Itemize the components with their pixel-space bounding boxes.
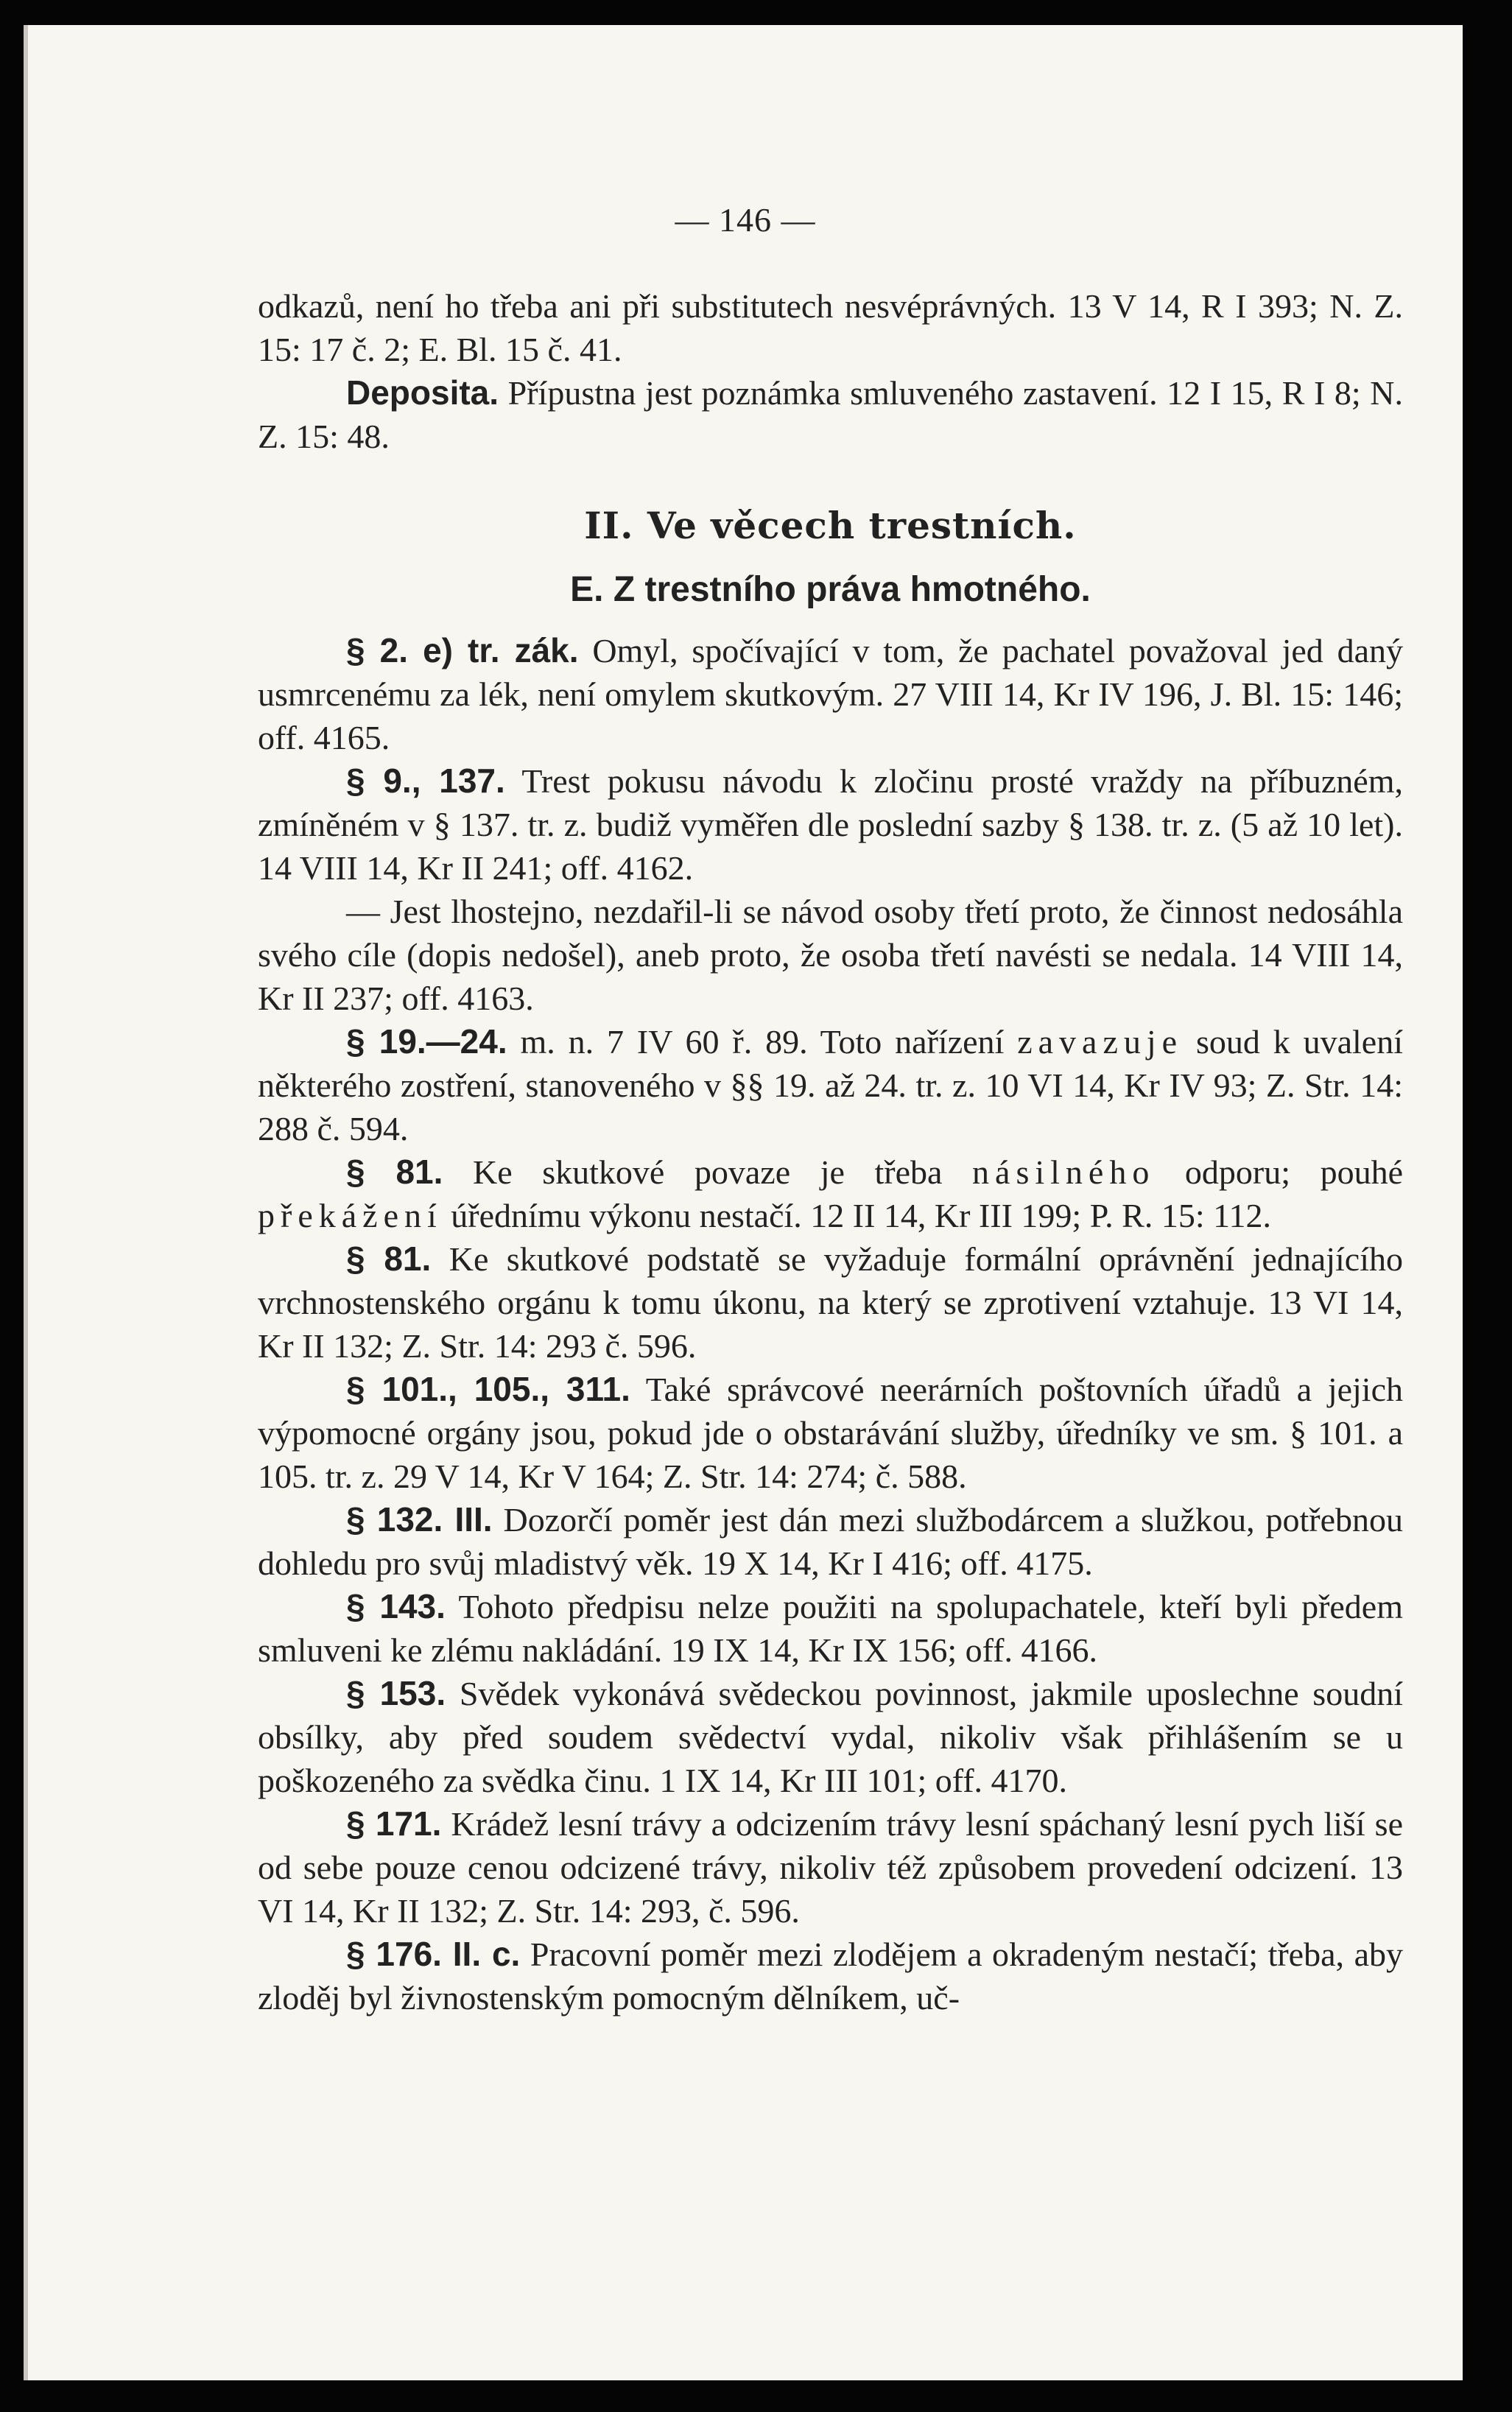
entry-paragraph	[258, 1020, 1403, 1150]
entry-text: Také správcové neerárních poštovních úřadů a jejich výpomocné orgány jsou, pokud jde o obstarávání služby, úředníky ve sm. § 101. a 105. tr. z. 29 V 14, Kr V 164; Z. Str. 14: 274; č. 588.	[258, 1371, 1403, 1495]
entry-lead: § 81.	[346, 1153, 443, 1191]
entry-paragraph	[258, 1150, 1403, 1237]
entry-text: Ke skutkové povaze je třeba	[443, 1153, 943, 1191]
entry-lead: § 9., 137.	[346, 762, 505, 800]
entry-text: Svědek vykonává svědeckou povinnost, jakmile uposlechne soudní obsílky, aby před soudem svědectví vydal, nikoliv však přihlášením se u poškozeného za svědka činu. 1 IX 14, Kr III 101; off. 4170.	[258, 1675, 1403, 1799]
page-number: — 146 —	[675, 201, 816, 239]
entry-lead: § 132. III.	[346, 1500, 493, 1539]
entry-paragraph	[258, 759, 1403, 890]
entry-text: Pracovní poměr mezi zlodějem a okradeným nestačí; třeba, aby zloděj byl živnostenským pomocným dělníkem, uč-	[258, 1935, 1403, 2017]
paragraph-lead: Deposita.	[346, 373, 499, 412]
entry-lead: § 176. II. c.	[346, 1935, 521, 1973]
entry-lead: § 19.—24.	[346, 1022, 507, 1061]
subsection-title: E. Z trestního práva hmotného.	[570, 570, 1091, 609]
entry-paragraph	[258, 1498, 1403, 1585]
entry-text: m. n. 7 IV 60 ř. 89. Toto nařízení	[507, 1023, 1005, 1061]
entry-paragraph	[258, 1368, 1403, 1498]
entry-paragraph	[258, 1585, 1403, 1672]
entry-text: Krádež lesní trávy a odcizením trávy lesní spáchaný lesní pych liší se od sebe pouze cenou odcizené trávy, nikoliv též způsobem provedení odcizení. 13 VI 14, Kr II 132; Z. Str. 14: 293, č. 596.	[258, 1805, 1403, 1930]
entry-lead: § 171.	[346, 1804, 442, 1843]
spaced-emphasis: násilného	[972, 1153, 1156, 1191]
section-title: II. Ve věcech trestních.	[584, 504, 1077, 547]
paragraph-deposita	[258, 371, 1403, 458]
entry-paragraph	[258, 1237, 1403, 1368]
entry-text: Trest pokusu návodu k zločinu prosté vraždy na příbuzném, zmíněném v § 137. tr. z. budiž vyměřen dle poslední sazby § 138. tr. z. (5 až 10 let). 14 VIII 14, Kr II 241; off. 4162.	[258, 762, 1403, 887]
spaced-emphasis: překážení	[258, 1197, 443, 1234]
entry-lead: § 2. e) tr. zák.	[346, 631, 579, 669]
entry-lead: § 153.	[346, 1674, 446, 1712]
entry-text-tail: odporu; pouhé	[1155, 1153, 1404, 1191]
entry-text-tail: soud k uvalení některého zostření, stanoveného v §§ 19. až 24. tr. z. 10 VI 14, Kr IV 93; Z. Str. 14: 288 č. 594.	[258, 1023, 1404, 1147]
entry-text: — Jest lhostejno, nezdařil-li se návod osoby třetí proto, že činnost nedosáhla svého cíle (dopis nedošel), aneb proto, že osoba třetí navésti se nedala. 14 VIII 14, Kr II 237; off. 4163.	[258, 893, 1403, 1017]
entry-paragraph	[258, 1672, 1403, 1802]
spaced-emphasis: zavazuje	[1017, 1023, 1184, 1061]
entry-text-tail: úřednímu výkonu nestačí. 12 II 14, Kr III 199; P. R. 15: 112.	[442, 1197, 1271, 1234]
page-sheet	[24, 25, 1463, 2380]
entry-lead: § 101., 105., 311.	[346, 1370, 630, 1408]
entry-paragraph	[258, 1802, 1403, 1933]
entry-lead: § 81.	[346, 1240, 432, 1278]
entry-text: Omyl, spočívající v tom, že pachatel považoval jed daný usmrcenému za lék, není omylem skutkovým. 27 VIII 14, Kr IV 196, J. Bl. 15: 146; off. 4165.	[258, 632, 1403, 756]
paragraph-text: Přípustna jest poznámka smluveného zastavení. 12 I 15, R I 8; N. Z. 15: 48.	[258, 374, 1403, 455]
page-body	[258, 284, 1403, 2019]
entry-text: Ke skutkové podstatě se vyžaduje formální oprávnění jednajícího vrchnostenského orgánu k tomu úkonu, na který se zprotivení vztahuje. 13 VI 14, Kr II 132; Z. Str. 14: 293 č. 596.	[258, 1240, 1403, 1365]
paragraph-text: odkazů, není ho třeba ani při substitutech nesvéprávných. 13 V 14, R I 393; N. Z. 15: 17 č. 2; E. Bl. 15 č. 41.	[258, 287, 1403, 368]
entry-lead: § 143.	[346, 1587, 446, 1625]
entry-paragraph	[258, 629, 1403, 759]
entry-paragraph	[258, 1933, 1403, 2019]
entry-paragraph	[258, 890, 1403, 1020]
entry-text: Dozorčí poměr jest dán mezi službodárcem a služkou, potřebnou dohledu pro svůj mladistvý věk. 19 X 14, Kr I 416; off. 4175.	[258, 1501, 1403, 1582]
paragraph-continuation	[258, 284, 1403, 371]
entry-text: Tohoto předpisu nelze použiti na spolupachatele, kteří byli předem smluveni ke zlému nakládání. 19 IX 14, Kr IX 156; off. 4166.	[258, 1588, 1403, 1669]
